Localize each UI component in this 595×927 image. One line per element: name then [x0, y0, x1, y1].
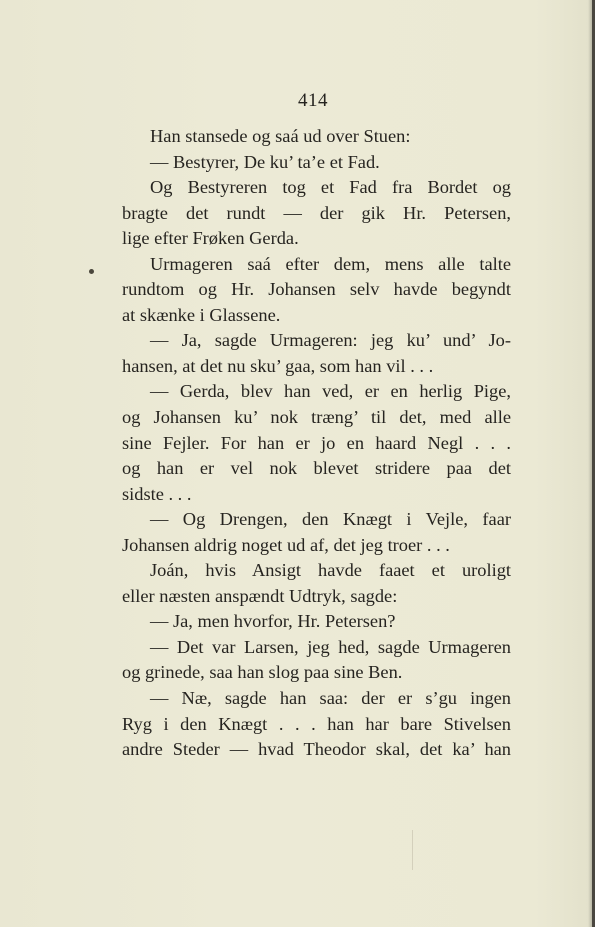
- text-line: lige efter Frøken Gerda.: [122, 228, 299, 249]
- text-line: — Næ, sagde han saa: der er s’gu ingen: [150, 688, 511, 709]
- text-line: Ryg i den Knægt . . . han har bare Stivelsen: [122, 713, 511, 734]
- text-line: Han stansede og saá ud over Stuen:: [150, 126, 411, 146]
- text-line: — Ja, sagde Urmageren: jeg ku’ und’ Jo-: [150, 330, 511, 351]
- text-line: Urmageren saá efter dem, mens alle talte: [150, 253, 511, 274]
- text-line: Johansen aldrig noget ud af, det jeg troer . . .: [122, 534, 450, 555]
- text-line: — Gerda, blev han ved, er en herlig Pige,: [150, 381, 511, 402]
- text-line: og han er vel nok blevet stridere paa det: [122, 458, 511, 479]
- text-line: sine Fejler. For han er jo en haard Negl . . .: [122, 432, 511, 453]
- text-line: Joán, hvis Ansigt havde faaet et uroligt: [150, 560, 511, 581]
- margin-dot-mark: [89, 269, 94, 274]
- text-line: sidste . . .: [122, 483, 192, 504]
- page-number: 414: [298, 90, 328, 111]
- text-line: — Bestyrer, De ku’ ta’e et Fad.: [150, 151, 380, 172]
- paper-blemish: [412, 830, 413, 870]
- text-line: og grinede, saa han slog paa sine Ben.: [122, 662, 403, 683]
- text-line: og Johansen ku’ nok træng’ til det, med alle: [122, 407, 511, 428]
- text-line: hansen, at det nu sku’ gaa, som han vil . . .: [122, 355, 434, 376]
- body-text: [122, 124, 511, 763]
- text-line: — Det var Larsen, jeg hed, sagde Urmageren: [150, 636, 511, 657]
- text-line: Og Bestyreren tog et Fad fra Bordet og: [150, 177, 511, 198]
- text-line: — Og Drengen, den Knægt i Vejle, faar: [150, 509, 511, 530]
- text-line: bragte det rundt — der gik Hr. Petersen,: [122, 202, 511, 223]
- text-line: eller næsten anspændt Udtryk, sagde:: [122, 585, 398, 606]
- text-line: andre Steder — hvad Theodor skal, det ka’ han: [122, 739, 511, 760]
- text-line: at skænke i Glassene.: [122, 304, 281, 325]
- text-line: — Ja, men hvorfor, Hr. Petersen?: [150, 611, 396, 632]
- text-line: rundtom og Hr. Johansen selv havde begyndt: [122, 279, 511, 300]
